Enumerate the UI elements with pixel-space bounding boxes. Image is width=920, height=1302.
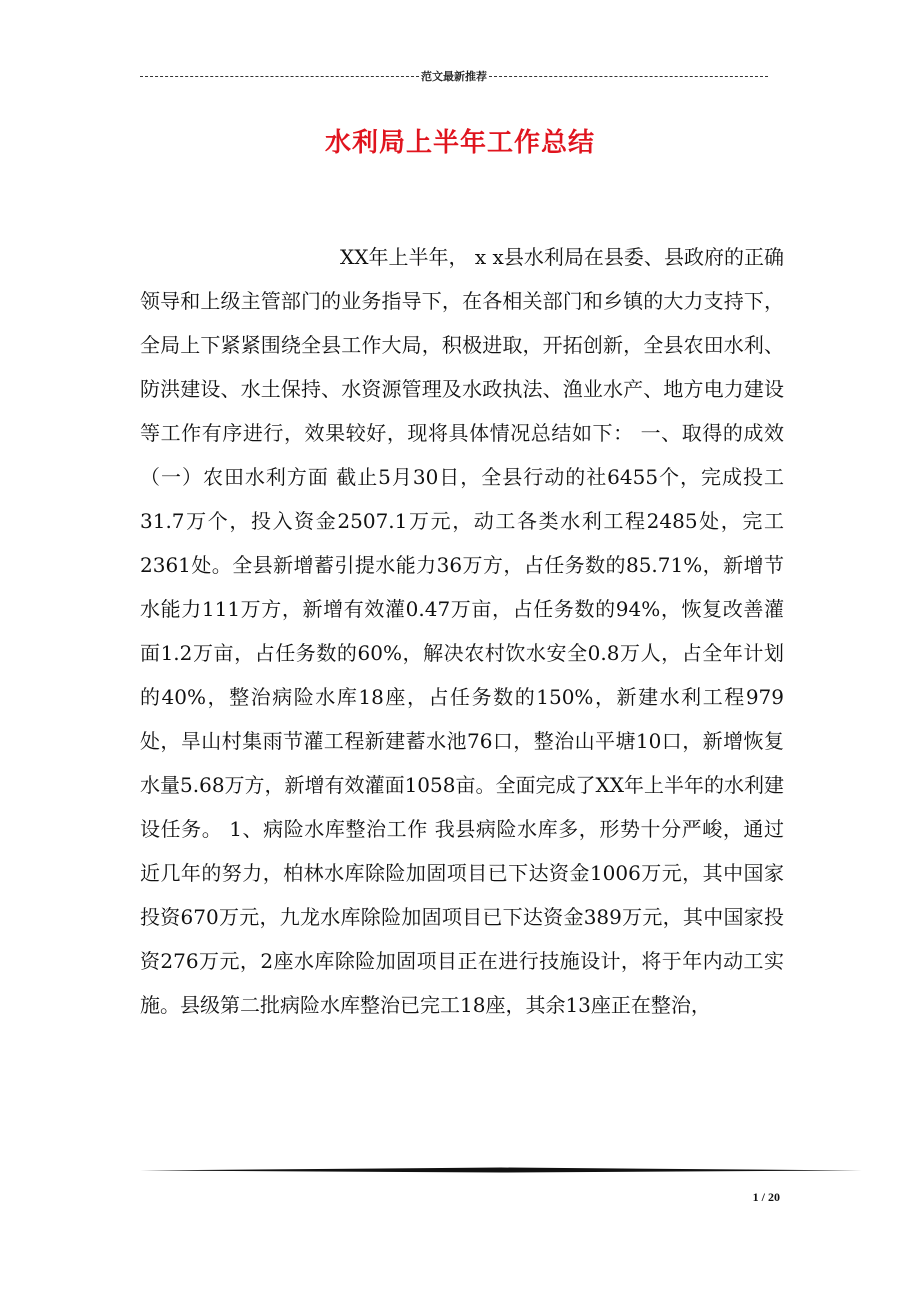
header-label: 范文最新推荐 (421, 71, 487, 83)
page-number: 1 / 20 (752, 1190, 780, 1204)
header-dash-right (489, 76, 768, 77)
page-header (140, 68, 768, 84)
document-body: XX年上半年， x x县水利局在县委、县政府的正确领导和上级主管部门的业务指导下，在各相关部门和乡镇的大力支持下，全局上下紧紧围绕全县工作大局，积极进取，开拓创新，全县农田水利、防洪建设、水土保持、水资源管理及水政执法、渔业水产、地方电力建设等工作有序进行，效果较好，现将具体情况总结如下： 一、取得的成效 （一）农田水利方面 截止5月30日，全县行动的社6455个，完成投工31.7万个，投入资金2507.1万元，动工各类水利工程2485处，完工2361处。全县新增蓄引提水能力36万方，占任务数的85.71%，新增节水能力111万方，新增有效灌0.47万亩，占任务数的94%，恢复改善灌面1.2万亩，占任务数的60%，解决农村饮水安全0.8万人，占全年计划的40%，整治病险水库18座，占任务数的150%，新建水利工程979处，旱山村集雨节灌工程新建蓄水池76口，整治山平塘10口，新增恢复水量5.68万方，新增有效灌面1058亩。全面完成了XX年上半年的水利建设任务。 1、病险水库整治工作 我县病险水库多，形势十分严峻，通过近几年的努力，柏林水库除险加固项目已下达资金1006万元，其中国家投资670万元，九龙水库除险加固项目已下达资金389万元，其中国家投资276万元，2座水库除险加固项目正在进行技施设计，将于年内动工实施。县级第二批病险水库整治已完工18座，其余13座正在整治， (140, 245, 784, 1017)
document-title: 水利局上半年工作总结 (324, 128, 595, 158)
header-dash-left (140, 76, 419, 77)
footer-rule (140, 1167, 862, 1173)
